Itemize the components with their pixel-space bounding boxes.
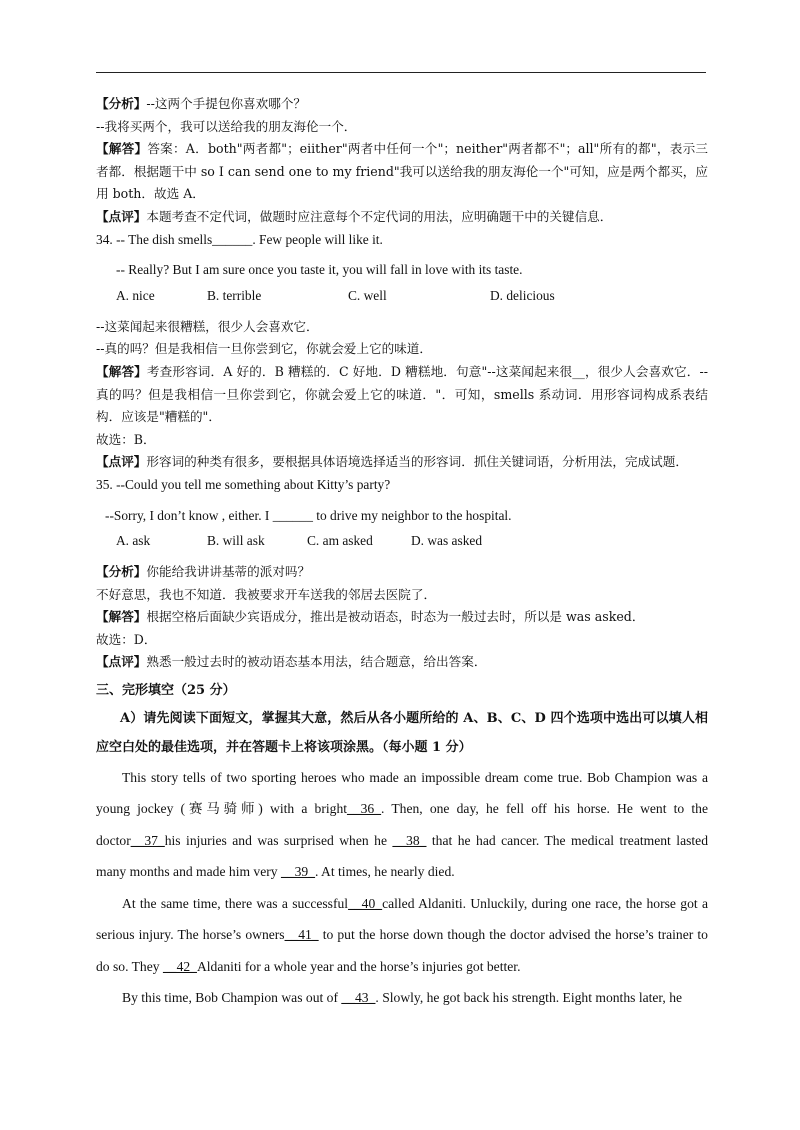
blank-38[interactable]: __38_ [392, 832, 427, 848]
fenxi-line: 你能给我讲讲基蒂的派对吗？ [146, 564, 311, 580]
story-text: . At times, he nearly died. [314, 864, 455, 880]
q35-options [96, 527, 708, 555]
q35-answer: 故选：D． [96, 631, 157, 647]
q34-jieda [96, 361, 708, 429]
fenxi-tag: 【分析】 [96, 564, 147, 580]
jieda-tag: 【解答】 [96, 141, 148, 157]
q35-option-d[interactable]: D. was asked [411, 533, 483, 549]
q34-dianping [96, 451, 708, 474]
dianping-tag: 【点评】 [96, 654, 147, 670]
jieda-tag: 【解答】 [96, 609, 147, 625]
story-text: This story tells of two sporting heroes who made an impossible dream come true. Bob Champion was a young jockey (赛马骑师) with a bright [96, 770, 708, 817]
q34-option-a[interactable]: A. nice [116, 287, 155, 303]
blank-37[interactable]: __37_ [130, 832, 165, 848]
header-rule [96, 72, 706, 73]
q34-stem-reply: -- Really? But I am sure once you taste it, you will fall in love with its taste. [116, 262, 523, 278]
story-paragraph-1 [96, 762, 708, 888]
q33-dianping [96, 206, 708, 229]
fenxi-tag: 【分析】 [96, 96, 147, 111]
q34-options [96, 282, 708, 310]
q33-fenxi [96, 93, 708, 116]
story-text: called Aldaniti. Unluckily, during one race, the horse got a serious injury. The horse’s owners [96, 895, 708, 943]
q34-trans-2: --真的吗？但是我相信一旦你尝到它，你就会爱上它的味道． [96, 341, 432, 357]
dianping-text: 熟悉一般过去时的被动语态基本用法，结合题意，给出答案． [146, 654, 487, 670]
q34-option-c[interactable]: C. well [348, 287, 387, 303]
story-text: Aldaniti for a whole year and the horse’s injuries got better. [196, 958, 521, 974]
q35-option-a[interactable]: A. ask [116, 533, 151, 549]
story-paragraph-2 [96, 888, 708, 982]
story-text: to put the horse down though the doctor advised the horse’s trainer to do so. They [96, 927, 708, 974]
jieda-text: 根据空格后面缺少宾语成分，推出是被动语态，时态为一般过去时，所以是 was asked． [146, 609, 645, 625]
blank-41[interactable]: __41_ [284, 927, 319, 943]
story-text: . Then, one day, he fell off his horse. He went to the doctor [96, 801, 709, 848]
q35-fenxi-2: 不好意思，我也不知道．我被要求开车送我的邻居去医院了． [96, 586, 437, 602]
story-text: that he had cancer. The medical treatment lasted many months and made him very [96, 832, 709, 880]
dianping-text: 形容词的种类有很多，要根据具体语境选择适当的形容词．抓住关键词语，分析用法，完成试题． [146, 454, 688, 470]
q33-jieda [96, 138, 708, 206]
blank-39[interactable]: __39_ [281, 864, 315, 880]
q35-dianping [96, 651, 708, 674]
q35-stem-reply: --Sorry, I don’t know , either. I ______ to drive my neighbor to the hospital. [105, 507, 512, 523]
q35-option-c[interactable]: C. am asked [307, 533, 373, 549]
q35-stem: 35. --Could you tell me something about Kitty’s party? [96, 476, 391, 492]
q35-fenxi [96, 561, 708, 584]
story-paragraph-3 [96, 982, 708, 1013]
q34-answer: 故选：B． [96, 431, 156, 447]
section-title: 三、完形填空（25 分） [96, 683, 236, 699]
q34-option-b[interactable]: B. terrible [207, 287, 262, 303]
q34-stem: 34. -- The dish smells______. Few people will like it. [96, 231, 383, 247]
blank-40[interactable]: __40_ [348, 895, 383, 911]
dianping-tag: 【点评】 [96, 208, 147, 224]
blank-42[interactable]: __42_ [162, 958, 197, 974]
story-text: . Slowly, he got back his strength. Eight months later, he [375, 989, 683, 1005]
section-instruction: A）请先阅读下面短文，掌握其大意，然后从各小题所给的 A、B、C、D 四个选项中选出可以填人相应空白处的最佳选项，并在答题卡上将该项涂黑。（每小题 1 分） [96, 711, 708, 756]
jieda-text: 考查形容词．A 好的．B 糟糕的．C 好地．D 糟糕地．句意"--这菜闻起来很__，很少人会喜欢它．--真的吗？但是我相信一旦你尝到它，你就会爱上它的味道．"．可知，smells 系动词．用形容词构成系表结构．应该是"糟糕的"． [96, 363, 708, 425]
q35-jieda [96, 606, 708, 629]
document-content [96, 93, 708, 1013]
story-text: By this time, Bob Champion was out of [122, 989, 338, 1005]
q34-trans-1: --这菜闻起来很糟糕，很少人会喜欢它． [96, 318, 319, 334]
blank-43[interactable]: __43_ [341, 989, 376, 1005]
jieda-tag: 【解答】 [96, 363, 147, 379]
blank-36[interactable]: __36_ [347, 801, 382, 817]
q35-option-b[interactable]: B. will ask [207, 533, 265, 549]
story-text: his injuries and was surprised when he [164, 832, 387, 848]
dianping-tag: 【点评】 [96, 454, 147, 470]
q34-option-d[interactable]: D. delicious [490, 287, 555, 303]
q33-fenxi-2: --我将买两个，我可以送给我的朋友海伦一个． [96, 118, 357, 134]
dianping-text: 本题考查不定代词，做题时应注意每个不定代词的用法，应明确题干中的关键信息． [146, 208, 613, 224]
story-text: At the same time, there was a successful [122, 895, 349, 911]
fenxi-line: --这两个手提包你喜欢哪个？ [146, 96, 307, 111]
jieda-text: 答案：A．both"两者都"；eiither"两者中任何一个"；neither"两者都不"；all"所有的都"，表示三者都．根据题干中 so I can send one to my friend"我可以送给我的朋友海伦一个"可知，应是两个都买，应用 both．故选 A． [96, 141, 708, 202]
